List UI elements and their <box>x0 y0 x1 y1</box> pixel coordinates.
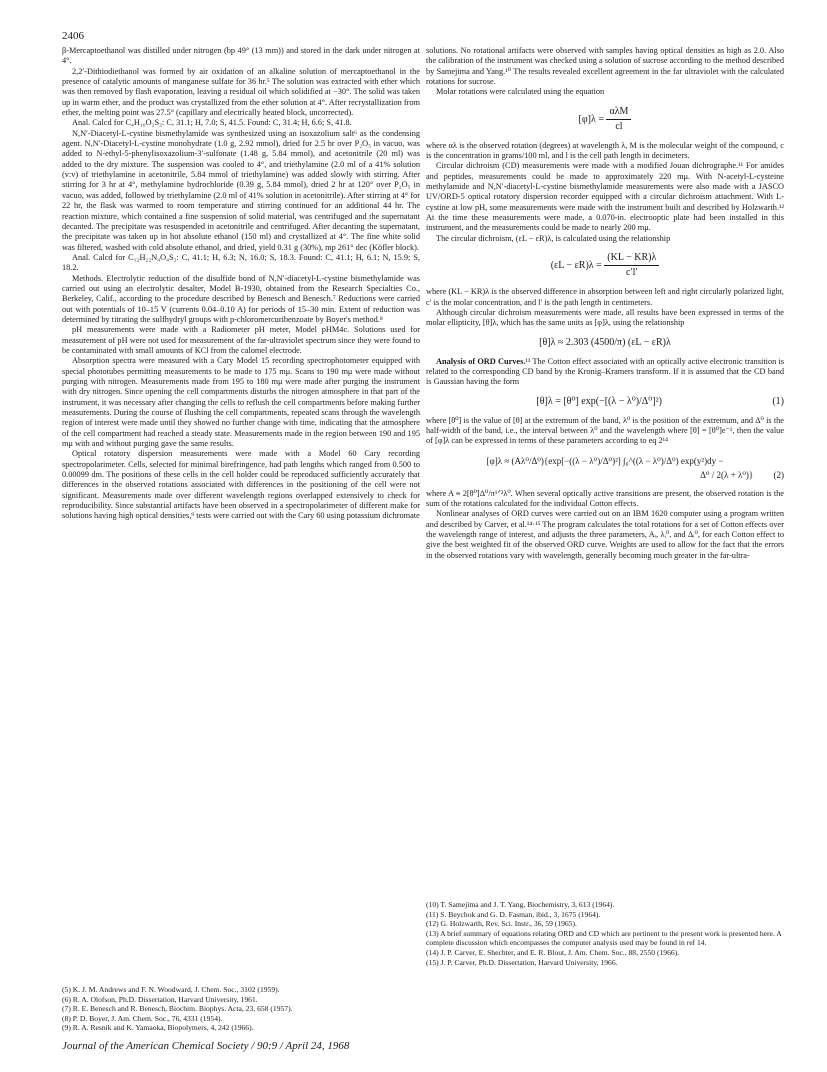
right-column <box>426 46 784 561</box>
paragraph: pH measurements were made with a Radiometer pH meter, Model pHM4c. Solutions used for measurement of pH were not used for measurement of the far-ultraviolet spectrum since they were found to be contaminated with small amounts of KCl from the calomel electrode. <box>62 325 420 355</box>
footnote: (5) K. J. M. Andrews and F. N. Woodward, J. Chem. Soc., 3102 (1959). <box>62 985 280 994</box>
footnote: (7) R. E. Benesch and R. Benesch, Biochim. Biophys. Acta, 23, 658 (1957). <box>62 1004 293 1014</box>
paragraph: β-Mercaptoethanol was distilled under nitrogen (bp 49° (13 mm)) and stored in the dark under nitrogen at 4°. <box>62 46 420 66</box>
paragraph-orc-analysis <box>426 357 784 388</box>
paragraph: Anal. Calcd for C₄H₁₀O₂S₂: C, 31.1; H, 7.0; S, 41.5. Found: C, 31.4; H, 6.6; S, 41.8. <box>72 118 352 128</box>
paragraph: solutions. No rotational artifacts were observed with samples having optical densities as high as 2.0. Also the calibration of the instrument was checked using a solution of sucrose according to the method described by Samejima and Yang.¹⁰ The results revealed excellent agreement in the far ultraviolet with the calculated rotations for sucrose. <box>426 46 784 87</box>
paragraph: The circular dichroism, (εL − εR)λ, is calculated using the relationship <box>436 233 671 243</box>
footnotes-left <box>62 985 420 1033</box>
paragraph: where A ≡ 2[θ⁰]Δ⁰/π¹ᐟ²λ⁰. When several optically active transitions are present, the observed rotation is the sum of the rotations calculated for the individual Cotton effects. <box>426 488 784 508</box>
page-number: 2406 <box>62 30 84 42</box>
footnote: (13) A brief summary of equations relating ORD and CD which are pertinent to the present work is presented here. A complete discussion which encompasses the computer analysis used may be found in ref 14. <box>426 928 782 948</box>
journal-footer: Journal of the American Chemical Society / 90:9 / April 24, 1968 <box>62 1040 350 1052</box>
paragraph: Molar rotations were calculated using the equation <box>436 87 605 97</box>
paragraph: Optical rotatory dispersion measurements were made with a Model 60 Cary recording spectropolarimeter. Cells, selected for minimal birefringence, had path lengths which ranged from 0.500 to 0.00099 dm. The positions of these cells in the cell holder could be reproduced sufficiently accurately that differences in the observed rotations associated with differences in the positioning of the cell were not significant. Measurements made over different wavelength regions overlapped extensively to check for reproducibility. Since substantial artifacts have been observed in a spectropolarimeter of different make for solutions having high optical densities,⁹ tests were carried out with the Cary 60 using potassium dichromate <box>62 449 420 521</box>
equation-line: Δ⁰ / 2(λ + λ⁰)} <box>700 469 754 480</box>
paragraph: where (KL − KR)λ is the observed difference in absorption between left and right circularly polarized light, c′ is the molar concentration, and l′ is the path length in centimeters. <box>426 287 784 307</box>
footnote: (15) J. P. Carver, Ph.D. Dissertation, Harvard University, 1966. <box>426 957 618 967</box>
orc-paragraph-text: Analysis of ORD Curves.¹³ The Cotton effect associated with an optically active electronic transition is related to the corresponding CD band by the Kronig–Kramers transform. If it is assumed that the CD band is Gaussian having the form <box>426 356 785 387</box>
equation-number: (2) <box>773 469 784 480</box>
section-heading: Analysis of ORD Curves. <box>436 356 526 366</box>
paragraph: Anal. Calcd for C₁₂H₂₂N₄O₄S₂: C, 41.1; H, 6.3; N, 16.0; S, 18.3. Found: C, 41.1; H, 6.1; N, 15.9; S, 18.2. <box>62 252 420 273</box>
footnote: (14) J. P. Carver, E. Shechter, and E. R. Blout, J. Am. Chem. Soc., 88, 2550 (1966). <box>426 947 680 957</box>
equation-number: (1) <box>772 395 784 407</box>
footnotes-right <box>426 900 784 967</box>
denominator: cl <box>615 120 623 132</box>
equation-line: [φ]λ ≈ (Aλ⁰/Δ⁰){exp[−((λ − λ⁰)/Δ⁰)²] ∫₀^((λ − λ⁰)/Δ⁰) exp(y²)dy − <box>486 455 724 466</box>
numerator: αλM <box>606 105 631 120</box>
footnote: (11) S. Beychok and G. D. Fasman, ibid., 3, 1675 (1964). <box>426 909 601 919</box>
footnote: (10) T. Samejima and J. T. Yang, Biochemistry, 3, 613 (1964). <box>426 900 615 909</box>
paragraph: Nonlinear analyses of ORD curves were carried out on an IBM 1620 computer using a program written and described by Carver, et al.¹⁴·¹⁵ The program calculates the total rotations for a set of Cotton effects over the wavelength range of interest, and adjusts the three parameters, Aᵢ, λᵢ⁰, and Δᵢ⁰, for each Cotton effect to give the best weighted fit of the observed ORD curve. Weights are used to allow for the fact that the errors in the observed rotations vary with wavelength, generally becoming much greater in the far-ultra- <box>426 509 784 560</box>
equation-kronig-kramers <box>426 454 784 482</box>
paragraph: where αλ is the observed rotation (degrees) at wavelength λ, M is the molecular weight of the compound, c is the concentration in grams/100 ml, and l is the cell path length in decimeters. <box>426 140 784 161</box>
numerator: (KL − KR)λ <box>604 251 659 266</box>
denominator: c′l′ <box>626 267 638 279</box>
paragraph: Methods. Electrolytic reduction of the disulfide bond of N,N′-diacetyl-L-cystine bismethylamide was carried out using an electrolytic desalter, Model B-1930, obtained from the Research Specialties Co., Berkeley, Calif., according to the procedure described by Benesch and Benesch.⁷ Reductions were carried out with potentials of 10–15 V (currents 0.04–0.10 A) for periods of 15–30 min. Extent of reduction was determined by titrating the sulfhydryl groups with p-chloromercuribenzoate by Boyer's method.⁸ <box>62 273 420 324</box>
footnote: (6) R. A. Olofson, Ph.D. Dissertation, Harvard University, 1961. <box>62 994 258 1004</box>
equation-fraction <box>604 251 659 280</box>
equation-gaussian <box>426 395 784 409</box>
equation-circular-dichroism <box>426 251 784 280</box>
paragraph: where [θ⁰] is the value of [θ] at the extremum of the band, λ⁰ is the position of the extremum, and Δ⁰ is the half-width of the band, i.e., the interval between λ⁰ and the wavelength where [θ] = [θ⁰]e⁻¹, then the value of [φ]λ can be expressed in terms of these parameters according to eq 2¹⁴ <box>426 415 784 446</box>
footnote: (8) P. D. Boyer, J. Am. Chem. Soc., 76, 4331 (1954). <box>62 1013 223 1023</box>
equation-fraction <box>606 105 631 134</box>
equation-ellipticity: [θ]λ ≈ 2.303 (4500/π) (εL − εR)λ <box>539 336 671 348</box>
equation-molar-rotation <box>426 105 784 134</box>
equation-lhs: [φ]λ = <box>578 113 604 125</box>
paragraph: Circular dichroism (CD) measurements were made with a modified Jouan dichrographe.¹¹ For amides and peptides, measurements could be made to approximately 220 mμ. With N-acetyl-L-cysteine methylamide and N,N′-diacetyl-L-cystine bismethylamide measurements were also made with a JASCO UV/ORD-5 optical rotatory dispersion recorder equipped with a circular dichroism attachment. With L-cystine at low pH, some measurements were made with the instrument built and described by Holzwarth.¹² At the time these measurements were made, a 0.070-in. electrooptic plate had been installed in this instrument, and the measurements could be made to nearly 200 mμ. <box>426 161 784 233</box>
paragraph: N,N′-Diacetyl-L-cystine bismethylamide was synthesized using an isoxazolium salt⁶ as the condensing agent. N,N′-Diacetyl-L-cystine monohydrate (1.0 g, 2.92 mmol), dried for 2.5 hr over P₂O₅ in vacuo, was added to N-ethyl-5-phenylisoxazolium-3′-sulfonate (1.48 g, 5.84 mmol), and acetonitrile (20 ml) was added to the dry mixture. The suspension was cooled to 4°, and triethylamine (2.0 ml of a 41% solution (v:v) of triethylamine in acetonitrile, 5.84 mmol of triethylamine) was added slowly with stirring. After stirring for 3 hr at 4°, methylamine hydrochloride (0.39 g, 5.84 mmol), dried 2 hr at 120° over P₂O₅ in vacuo, was added, followed by triethylamine (2.0 ml of 41% solution in acetonitrile). After stirring at 4° for 22 hr, the flask was warmed to room temperature and stirring continued for an additional 44 hr. The reaction mixture, which contained a fine suspension of solid material, was centrifuged and the supernatant decanted. The precipitate was resuspended in acetonitrile and centrifuged. After decanting the supernatant, the precipitate was taken up in hot absolute ethanol (150 ml) and crystallized at 4°. The fine white solid was filtered, washed with cold absolute ethanol, and dried, yield 0.31 g (30%), mp 261° dec (Köfler block). <box>62 128 420 252</box>
footnote: (12) G. Holzwarth, Rev. Sci. Instr., 36, 59 (1965). <box>426 919 577 929</box>
paragraph: 2,2′-Dithiodiethanol was formed by air oxidation of an alkaline solution of mercaptoethanol in the presence of catalytic amounts of manganese sulfate for 36 hr.⁵ The solution was extracted with ether which was then removed by flash evaporation, leaving a residual oil which solidified at −30°. The solid was taken up in warm ether, and the product was crystallized from the ether solution at 4°. After recrystallization from ether, the melting point was 27.5° (capillary and electrically heated block, uncorrected). <box>62 66 420 118</box>
paragraph: Although circular dichroism measurements were made, all results have been expressed in terms of the molar ellipticity, [θ]λ, which has the same units as [φ]λ, using the relationship <box>426 307 784 328</box>
equation-lhs: (εL − εR)λ = <box>550 259 602 271</box>
paragraph: Absorption spectra were measured with a Cary Model 15 recording spectrophotometer equipped with special phototubes permitting measurements to be made to 175 mμ. Scans to 190 mμ were made without purging with nitrogen. Measurements made from 195 to 180 mμ were made after purging the instrument with dry nitrogen. Since opening the cell compartments disturbs the nitrogen atmosphere in that part of the instrument, it was necessary after changing the cells to reflush the cell compartments before making further measurements. During the course of flushing the cell compartments, repeated scans through the wavelength region of interest were made until they showed no further change with time, indicating that the atmosphere of the cell compartment had reached a steady state. Measurements made in the region between 190 and 195 mμ with and without purging gave the same results. <box>62 356 420 449</box>
equation-body: [θ]λ = [θ⁰] exp(−[(λ − λ⁰)/Δ⁰]²) <box>536 395 662 407</box>
left-column <box>62 46 420 522</box>
footnote: (9) R. A. Resnik and K. Yamaoka, Biopolymers, 4, 242 (1966). <box>62 1023 254 1033</box>
